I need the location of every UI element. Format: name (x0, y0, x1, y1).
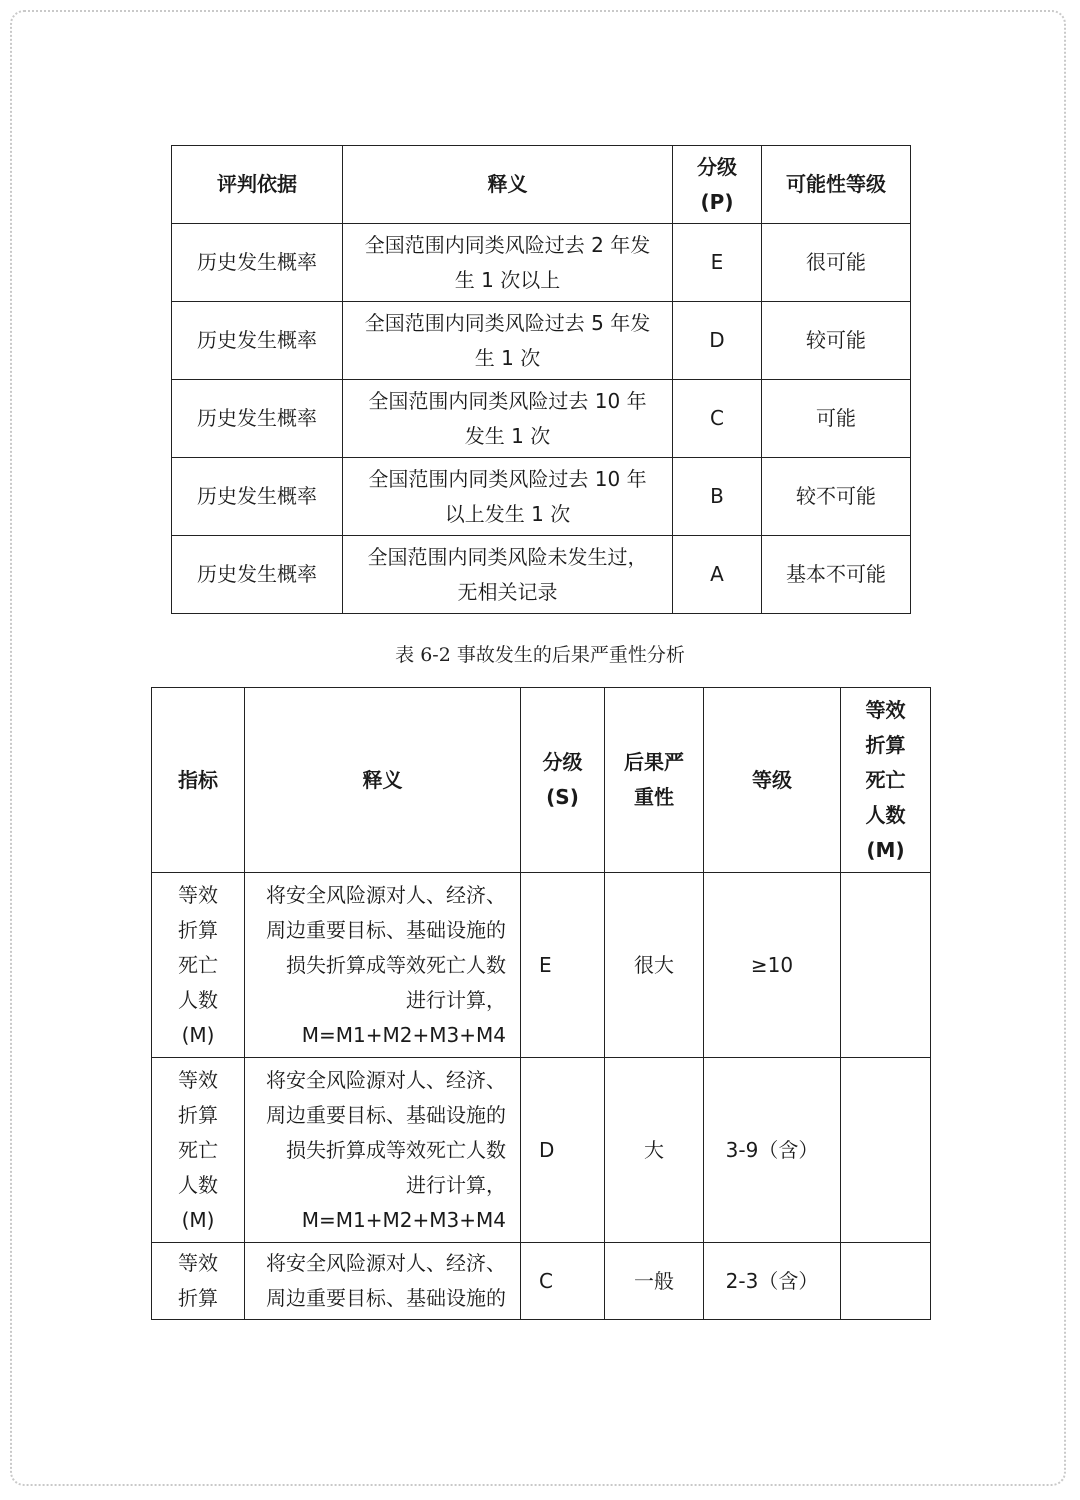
header-equivalent-deaths: 等效 折算 死亡 人数 (M) (841, 688, 931, 873)
header-severity: 后果严 重性 (605, 688, 704, 873)
header-explanation: 释义 (245, 688, 521, 873)
cell-level: 可能 (762, 380, 911, 458)
cell-grade: E (521, 873, 605, 1058)
cell-level: ≥10 (704, 873, 841, 1058)
header-level: 等级 (704, 688, 841, 873)
table-caption: 表 6-2 事故发生的后果严重性分析 (395, 644, 685, 666)
cell-basis: 历史发生概率 (172, 380, 343, 458)
cell-grade: B (673, 458, 762, 536)
table-row (172, 536, 911, 614)
cell-explanation: 全国范围内同类风险过去 10 年发生 1 次 (343, 380, 673, 458)
cell-grade: E (673, 224, 762, 302)
header-grade: 分级 (P) (673, 146, 762, 224)
cell-explanation: 全国范围内同类风险过去 2 年发生 1 次以上 (343, 224, 673, 302)
cell-severity: 大 (605, 1058, 704, 1243)
table-row (172, 224, 911, 302)
cell-indicator: 等效 折算 (152, 1243, 245, 1320)
cell-basis: 历史发生概率 (172, 302, 343, 380)
cell-grade: A (673, 536, 762, 614)
cell-level: 基本不可能 (762, 536, 911, 614)
cell-grade: D (521, 1058, 605, 1243)
likelihood-table (171, 145, 911, 614)
table-row (152, 873, 931, 1058)
cell-basis: 历史发生概率 (172, 458, 343, 536)
severity-table (151, 687, 931, 1320)
table-row (172, 302, 911, 380)
table-row (172, 458, 911, 536)
cell-level: 2-3（含） (704, 1243, 841, 1320)
cell-severity: 一般 (605, 1243, 704, 1320)
cell-severity: 很大 (605, 873, 704, 1058)
header-likelihood-level: 可能性等级 (762, 146, 911, 224)
cell-level: 很可能 (762, 224, 911, 302)
header-explanation: 释义 (343, 146, 673, 224)
cell-equivalent-deaths (841, 873, 931, 1058)
cell-explanation: 将安全风险源对人、经济、 周边重要目标、基础设施的 (245, 1243, 521, 1320)
cell-basis: 历史发生概率 (172, 536, 343, 614)
cell-level: 较不可能 (762, 458, 911, 536)
cell-grade: D (673, 302, 762, 380)
cell-indicator: 等效 折算 死亡 人数 (M) (152, 873, 245, 1058)
cell-explanation: 全国范围内同类风险未发生过，无相关记录 (343, 536, 673, 614)
cell-explanation: 将安全风险源对人、经济、 周边重要目标、基础设施的 损失折算成等效死亡人数 进行计算， M=M1+M2+M3+M4 (245, 873, 521, 1058)
cell-equivalent-deaths (841, 1243, 931, 1320)
header-grade: 分级 (S) (521, 688, 605, 873)
cell-explanation: 全国范围内同类风险过去 5 年发生 1 次 (343, 302, 673, 380)
cell-grade: C (673, 380, 762, 458)
cell-basis: 历史发生概率 (172, 224, 343, 302)
cell-explanation: 将安全风险源对人、经济、 周边重要目标、基础设施的 损失折算成等效死亡人数 进行计算， M=M1+M2+M3+M4 (245, 1058, 521, 1243)
table-row (172, 380, 911, 458)
cell-equivalent-deaths (841, 1058, 931, 1243)
cell-level: 较可能 (762, 302, 911, 380)
cell-explanation: 全国范围内同类风险过去 10 年以上发生 1 次 (343, 458, 673, 536)
table-row (152, 1058, 931, 1243)
header-basis: 评判依据 (172, 146, 343, 224)
cell-grade: C (521, 1243, 605, 1320)
cell-level: 3-9（含） (704, 1058, 841, 1243)
cell-indicator: 等效 折算 死亡 人数 (M) (152, 1058, 245, 1243)
table-header-row (152, 688, 931, 873)
header-indicator: 指标 (152, 688, 245, 873)
table-header-row (172, 146, 911, 224)
table-row (152, 1243, 931, 1320)
